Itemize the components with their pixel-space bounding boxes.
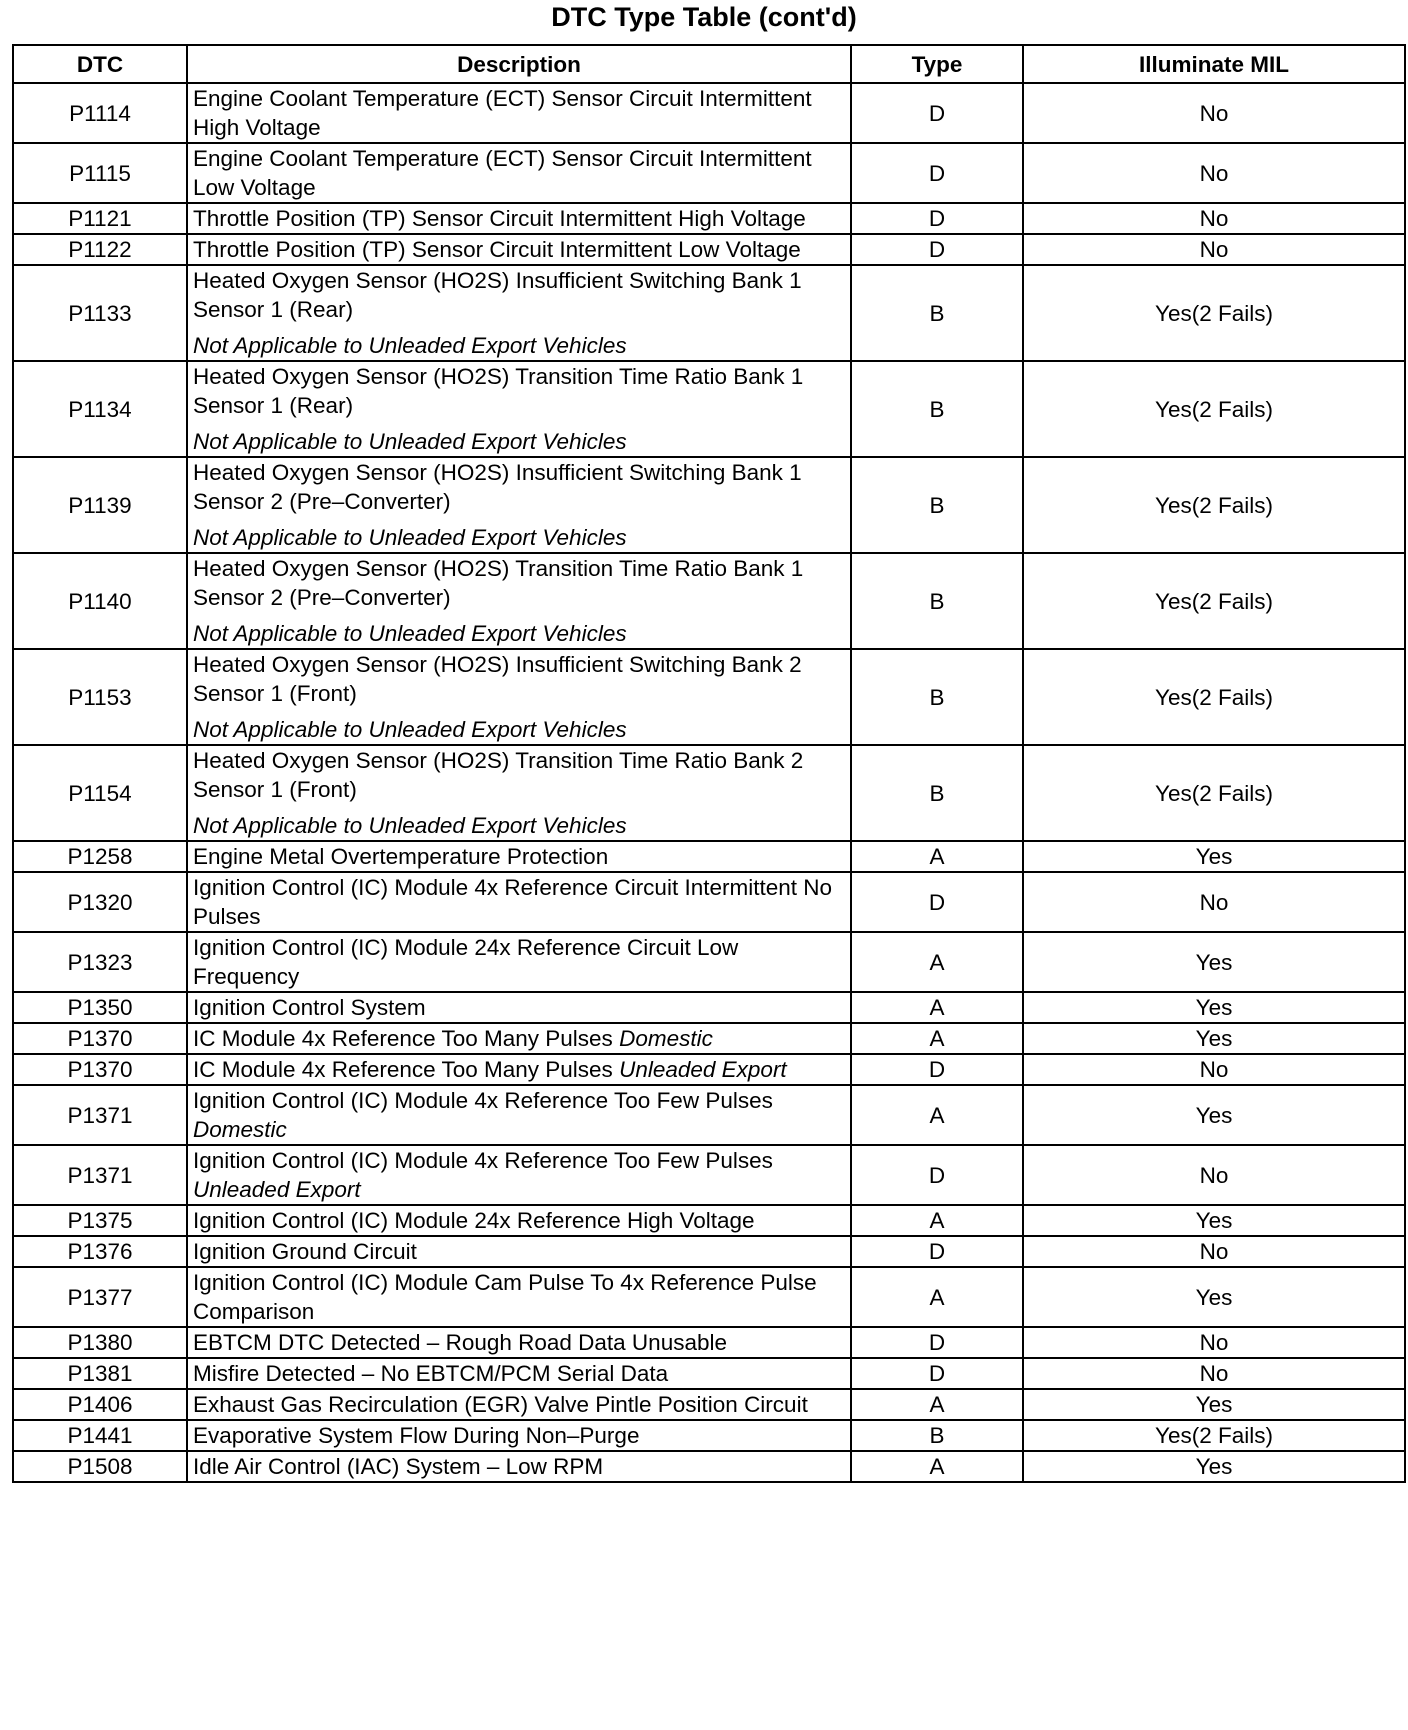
dtc-description: IC Module 4x Reference Too Many Pulses	[193, 1057, 613, 1082]
dtc-code: P1370	[13, 1054, 187, 1085]
dtc-description: Engine Metal Overtemperature Protection	[193, 844, 609, 869]
header-type: Type	[851, 45, 1023, 83]
table-row	[13, 745, 1405, 841]
dtc-description-cell	[187, 1205, 851, 1236]
header-illuminate-mil: Illuminate MIL	[1023, 45, 1405, 83]
dtc-description-cell	[187, 1327, 851, 1358]
dtc-description-cell	[187, 745, 851, 841]
applicability-note: Not Applicable to Unleaded Export Vehicles	[193, 813, 627, 838]
header-description: Description	[187, 45, 851, 83]
dtc-code: P1377	[13, 1267, 187, 1327]
illuminate-mil: No	[1023, 872, 1405, 932]
dtc-code: P1380	[13, 1327, 187, 1358]
applicability-note: Not Applicable to Unleaded Export Vehicles	[193, 717, 627, 742]
table-row	[13, 1267, 1405, 1327]
dtc-code: P1139	[13, 457, 187, 553]
table-row	[13, 1420, 1405, 1451]
dtc-description: Misfire Detected – No EBTCM/PCM Serial Data	[193, 1361, 669, 1386]
dtc-description-cell	[187, 932, 851, 992]
dtc-type: D	[851, 83, 1023, 143]
dtc-code: P1153	[13, 649, 187, 745]
dtc-description-cell	[187, 1420, 851, 1451]
table-row	[13, 361, 1405, 457]
dtc-code: P1371	[13, 1085, 187, 1145]
illuminate-mil: No	[1023, 1145, 1405, 1205]
header-dtc: DTC	[13, 45, 187, 83]
table-row	[13, 457, 1405, 553]
table-row	[13, 649, 1405, 745]
illuminate-mil: Yes	[1023, 1023, 1405, 1054]
dtc-description-cell	[187, 1054, 851, 1085]
dtc-code: P1376	[13, 1236, 187, 1267]
dtc-description: Idle Air Control (IAC) System – Low RPM	[193, 1454, 604, 1479]
dtc-description-cell	[187, 1236, 851, 1267]
illuminate-mil: Yes(2 Fails)	[1023, 649, 1405, 745]
dtc-code: P1371	[13, 1145, 187, 1205]
dtc-description-cell	[187, 1145, 851, 1205]
dtc-type: D	[851, 1054, 1023, 1085]
dtc-type: B	[851, 553, 1023, 649]
dtc-type: A	[851, 1451, 1023, 1482]
dtc-type: B	[851, 745, 1023, 841]
table-row	[13, 265, 1405, 361]
dtc-type: A	[851, 841, 1023, 872]
dtc-type: D	[851, 872, 1023, 932]
illuminate-mil: Yes	[1023, 992, 1405, 1023]
dtc-code: P1508	[13, 1451, 187, 1482]
illuminate-mil: No	[1023, 1358, 1405, 1389]
dtc-description: Ignition Control (IC) Module 24x Reference Circuit Low Frequency	[193, 935, 739, 989]
table-row	[13, 992, 1405, 1023]
dtc-description-cell	[187, 203, 851, 234]
dtc-description: Heated Oxygen Sensor (HO2S) Insufficient Switching Bank 1 Sensor 2 (Pre–Converter)	[193, 460, 802, 514]
applicability-note: Not Applicable to Unleaded Export Vehicles	[193, 429, 627, 454]
dtc-description-cell	[187, 872, 851, 932]
dtc-code: P1320	[13, 872, 187, 932]
dtc-description: Ignition Control (IC) Module 4x Reference Circuit Intermittent No Pulses	[193, 875, 833, 929]
dtc-description-cell	[187, 992, 851, 1023]
dtc-code: P1134	[13, 361, 187, 457]
table-row	[13, 234, 1405, 265]
header-row	[13, 45, 1405, 83]
dtc-code: P1375	[13, 1205, 187, 1236]
dtc-description: Heated Oxygen Sensor (HO2S) Transition Time Ratio Bank 1 Sensor 1 (Rear)	[193, 364, 804, 418]
dtc-type: A	[851, 932, 1023, 992]
dtc-code: P1381	[13, 1358, 187, 1389]
table-row	[13, 1358, 1405, 1389]
dtc-type: D	[851, 1236, 1023, 1267]
dtc-code: P1406	[13, 1389, 187, 1420]
dtc-type-table	[12, 44, 1406, 1483]
dtc-type: B	[851, 265, 1023, 361]
dtc-description-cell	[187, 234, 851, 265]
dtc-description: Heated Oxygen Sensor (HO2S) Insufficient Switching Bank 1 Sensor 1 (Rear)	[193, 268, 802, 322]
dtc-description: Throttle Position (TP) Sensor Circuit Intermittent High Voltage	[193, 206, 806, 231]
illuminate-mil: Yes(2 Fails)	[1023, 457, 1405, 553]
dtc-code: P1122	[13, 234, 187, 265]
dtc-type: D	[851, 234, 1023, 265]
table-title: DTC Type Table (cont'd)	[551, 2, 857, 32]
applicability-note: Not Applicable to Unleaded Export Vehicles	[193, 333, 627, 358]
table-row	[13, 1085, 1405, 1145]
dtc-type: B	[851, 361, 1023, 457]
table-row	[13, 1145, 1405, 1205]
dtc-code: P1115	[13, 143, 187, 203]
illuminate-mil: No	[1023, 83, 1405, 143]
dtc-type: D	[851, 1145, 1023, 1205]
table-row	[13, 1054, 1405, 1085]
dtc-type: A	[851, 1205, 1023, 1236]
dtc-type: B	[851, 457, 1023, 553]
illuminate-mil: Yes(2 Fails)	[1023, 745, 1405, 841]
dtc-code: P1121	[13, 203, 187, 234]
dtc-description: IC Module 4x Reference Too Many Pulses	[193, 1026, 613, 1051]
dtc-description-cell	[187, 361, 851, 457]
dtc-type: D	[851, 143, 1023, 203]
dtc-description: Engine Coolant Temperature (ECT) Sensor Circuit Intermittent Low Voltage	[193, 146, 812, 200]
dtc-description: Heated Oxygen Sensor (HO2S) Insufficient Switching Bank 2 Sensor 1 (Front)	[193, 652, 802, 706]
illuminate-mil: Yes(2 Fails)	[1023, 265, 1405, 361]
dtc-description: Throttle Position (TP) Sensor Circuit Intermittent Low Voltage	[193, 237, 801, 262]
dtc-code: P1350	[13, 992, 187, 1023]
illuminate-mil: No	[1023, 143, 1405, 203]
table-row	[13, 841, 1405, 872]
market-qualifier: Unleaded Export	[619, 1057, 787, 1082]
table-row	[13, 143, 1405, 203]
illuminate-mil: Yes(2 Fails)	[1023, 553, 1405, 649]
dtc-code: P1114	[13, 83, 187, 143]
dtc-description-cell	[187, 143, 851, 203]
dtc-code: P1323	[13, 932, 187, 992]
dtc-code: P1441	[13, 1420, 187, 1451]
dtc-type: A	[851, 992, 1023, 1023]
table-row	[13, 1205, 1405, 1236]
dtc-type: D	[851, 203, 1023, 234]
dtc-description-cell	[187, 83, 851, 143]
table-row	[13, 1327, 1405, 1358]
dtc-code: P1258	[13, 841, 187, 872]
dtc-description: EBTCM DTC Detected – Rough Road Data Unusable	[193, 1330, 728, 1355]
dtc-description-cell	[187, 265, 851, 361]
illuminate-mil: Yes	[1023, 1451, 1405, 1482]
dtc-code: P1154	[13, 745, 187, 841]
illuminate-mil: Yes	[1023, 932, 1405, 992]
table-row	[13, 1451, 1405, 1482]
illuminate-mil: No	[1023, 234, 1405, 265]
dtc-type: D	[851, 1327, 1023, 1358]
dtc-description: Engine Coolant Temperature (ECT) Sensor Circuit Intermittent High Voltage	[193, 86, 812, 140]
table-row	[13, 872, 1405, 932]
table-row	[13, 553, 1405, 649]
dtc-description: Ignition Control (IC) Module 4x Reference Too Few Pulses	[193, 1148, 773, 1173]
applicability-note: Not Applicable to Unleaded Export Vehicles	[193, 621, 627, 646]
dtc-description-cell	[187, 1451, 851, 1482]
dtc-description-cell	[187, 1389, 851, 1420]
illuminate-mil: Yes	[1023, 1389, 1405, 1420]
dtc-description: Ignition Control (IC) Module 24x Reference High Voltage	[193, 1208, 755, 1233]
dtc-description: Heated Oxygen Sensor (HO2S) Transition Time Ratio Bank 2 Sensor 1 (Front)	[193, 748, 804, 802]
market-qualifier: Domestic	[619, 1026, 713, 1051]
market-qualifier: Domestic	[193, 1117, 287, 1142]
dtc-type: A	[851, 1085, 1023, 1145]
illuminate-mil: Yes	[1023, 1267, 1405, 1327]
dtc-description-cell	[187, 1023, 851, 1054]
dtc-description-cell	[187, 553, 851, 649]
dtc-description-cell	[187, 1085, 851, 1145]
dtc-description: Ignition Control System	[193, 995, 426, 1020]
illuminate-mil: No	[1023, 1327, 1405, 1358]
illuminate-mil: Yes(2 Fails)	[1023, 361, 1405, 457]
table-row	[13, 1389, 1405, 1420]
dtc-description: Ignition Control (IC) Module 4x Reference Too Few Pulses	[193, 1088, 773, 1113]
table-row	[13, 203, 1405, 234]
dtc-type: A	[851, 1389, 1023, 1420]
illuminate-mil: Yes(2 Fails)	[1023, 1420, 1405, 1451]
illuminate-mil: Yes	[1023, 1205, 1405, 1236]
illuminate-mil: Yes	[1023, 841, 1405, 872]
dtc-description-cell	[187, 649, 851, 745]
dtc-code: P1370	[13, 1023, 187, 1054]
dtc-description: Ignition Ground Circuit	[193, 1239, 417, 1264]
dtc-type: B	[851, 1420, 1023, 1451]
dtc-code: P1133	[13, 265, 187, 361]
market-qualifier: Unleaded Export	[193, 1177, 361, 1202]
dtc-description: Heated Oxygen Sensor (HO2S) Transition Time Ratio Bank 1 Sensor 2 (Pre–Converter)	[193, 556, 804, 610]
dtc-description: Exhaust Gas Recirculation (EGR) Valve Pintle Position Circuit	[193, 1392, 808, 1417]
dtc-type: D	[851, 1358, 1023, 1389]
dtc-description: Ignition Control (IC) Module Cam Pulse To 4x Reference Pulse Comparison	[193, 1270, 817, 1324]
table-row	[13, 1236, 1405, 1267]
dtc-description-cell	[187, 457, 851, 553]
applicability-note: Not Applicable to Unleaded Export Vehicles	[193, 525, 627, 550]
table-row	[13, 83, 1405, 143]
dtc-type: B	[851, 649, 1023, 745]
illuminate-mil: No	[1023, 203, 1405, 234]
dtc-description: Evaporative System Flow During Non–Purge	[193, 1423, 640, 1448]
illuminate-mil: Yes	[1023, 1085, 1405, 1145]
table-row	[13, 932, 1405, 992]
dtc-type: A	[851, 1023, 1023, 1054]
dtc-type: A	[851, 1267, 1023, 1327]
illuminate-mil: No	[1023, 1054, 1405, 1085]
dtc-description-cell	[187, 1267, 851, 1327]
dtc-description-cell	[187, 841, 851, 872]
illuminate-mil: No	[1023, 1236, 1405, 1267]
table-row	[13, 1023, 1405, 1054]
dtc-code: P1140	[13, 553, 187, 649]
dtc-description-cell	[187, 1358, 851, 1389]
